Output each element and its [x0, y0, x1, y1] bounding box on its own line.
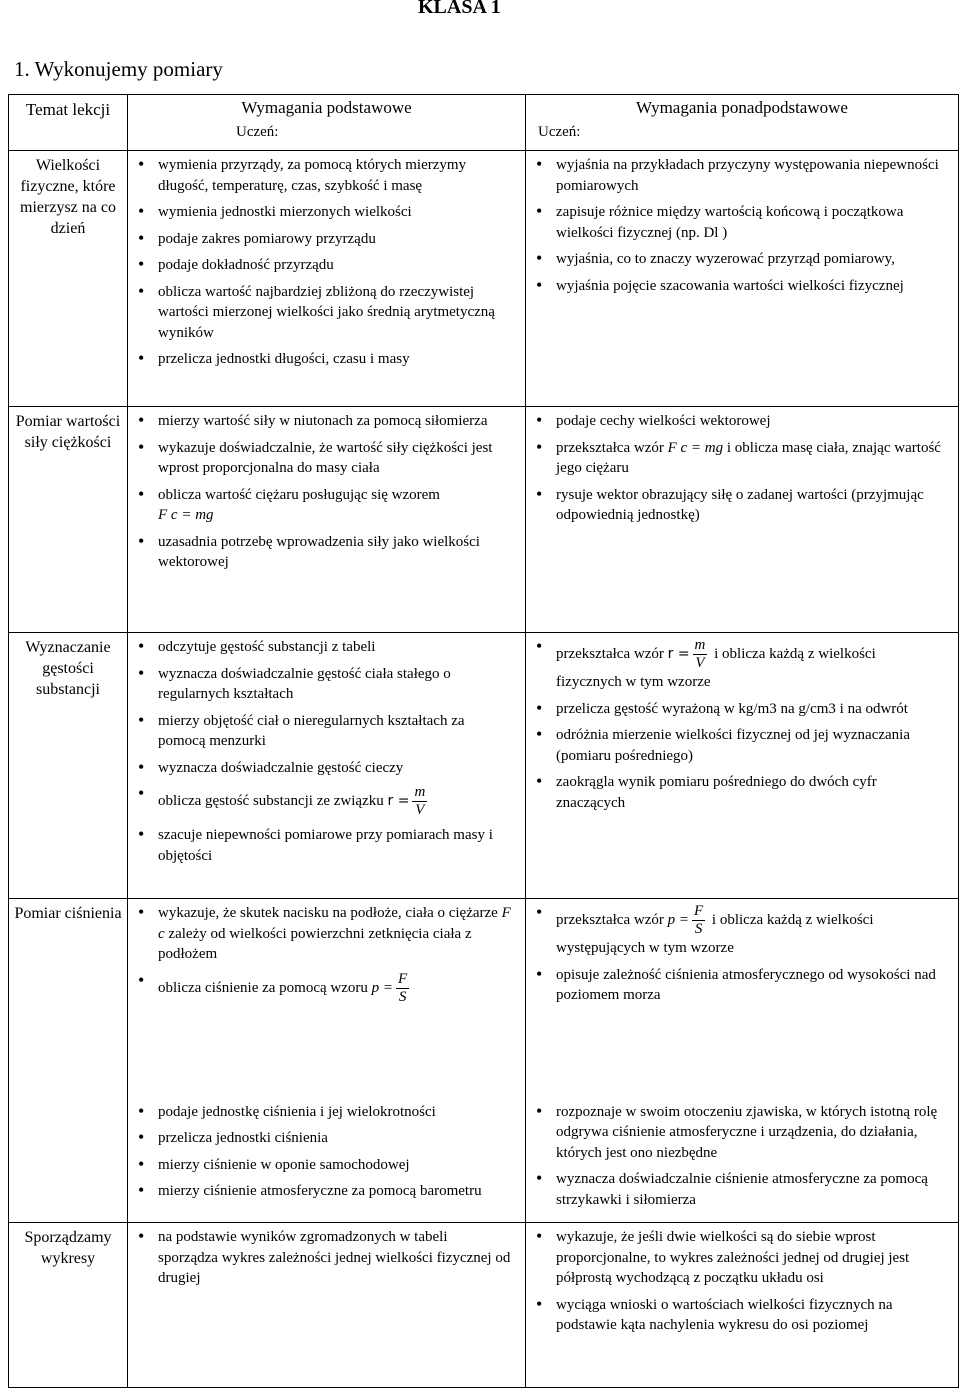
list-item	[532, 903, 944, 959]
formula-fraction	[692, 903, 705, 938]
density-symbol: r =	[667, 645, 690, 662]
pressure-symbol: p =	[371, 979, 394, 996]
list-item: • na podstawie wyników zgromadzonych w tabeli sporządza wykres zależności jednej wielkości fizycznej od drugiej	[134, 1227, 511, 1289]
advanced-cell	[526, 407, 959, 633]
list-item	[134, 971, 511, 1006]
list-item-text: wykazuje, że skutek nacisku na podłoże, ciała o ciężarze	[158, 905, 498, 921]
list-item: • szacuje niepewności pomiarowe przy pomiarach masy i objętości	[134, 825, 511, 866]
topic-cell: Wyznaczanie gęstości substancji	[9, 633, 128, 899]
list-item: • wyciąga wnioski o wartościach wielkości fizycznych na podstawie kąta nachylenia wykresu do osi poziomej	[532, 1295, 944, 1336]
list-item-text: i oblicza masę ciała, znając wartość jego ciężaru	[556, 439, 941, 476]
list-item: • mierzy ciśnienie w oponie samochodowej	[134, 1155, 511, 1176]
list-item: • wykazuje doświadczalnie, że wartość siły ciężkości jest wprost proporcjonalna do masy ciała	[134, 438, 511, 479]
list-item-text: przekształca wzór	[556, 645, 664, 662]
basic-cell	[128, 1054, 526, 1223]
list-item: • mierzy wartość siły w niutonach za pomocą siłomierza	[134, 411, 511, 432]
formula-fraction	[412, 784, 427, 819]
list-item-text: i oblicza każdą z wielkości fizycznych w tym wzorze	[556, 645, 876, 690]
formula-numerator: F	[693, 903, 704, 919]
topic-cell: Pomiar wartości siły ciężkości	[9, 407, 128, 633]
list-item: • wyznacza doświadczalnie gęstość ciała stałego o regularnych kształtach	[134, 664, 511, 705]
col-header-advanced: Wymagania ponadpodstawowe	[526, 95, 959, 123]
list-item: • przelicza jednostki ciśnienia	[134, 1128, 511, 1149]
list-item: • wyjaśnia, co to znaczy wyzerować przyrząd pomiarowy,	[532, 249, 944, 270]
table-row	[9, 633, 959, 899]
list-item-text: zależy od wielkości powierzchni zetknięcia ciała z podłożem	[158, 925, 472, 962]
density-symbol: r =	[387, 792, 410, 809]
list-item: • przelicza jednostki długości, czasu i masy	[134, 349, 511, 370]
col-header-topic: Temat lekcji	[9, 95, 128, 151]
formula-weight: F c	[158, 905, 511, 942]
topic-cell: Wielkości fizyczne, które mierzysz na co dzień	[9, 151, 128, 407]
list-item: • podaje jednostkę ciśnienia i jej wielokrotności	[134, 1102, 511, 1123]
formula-numerator: m	[694, 637, 706, 653]
list-item-text: przekształca wzór	[556, 439, 664, 456]
list-item	[134, 485, 511, 526]
list-item: • uzasadnia potrzebę wprowadzenia siły jako wielkości wektorowej	[134, 532, 511, 573]
col-header-basic: Wymagania podstawowe	[128, 95, 526, 123]
formula-weight: F c = mg	[667, 439, 724, 456]
basic-cell	[128, 1223, 526, 1388]
list-item: • wykazuje, że jeśli dwie wielkości są do siebie wprost proporcjonalne, to wykres zależności jednej od drugiej jest półprostą wychodzącą z początku układu osi	[532, 1227, 944, 1289]
formula-numerator: m	[414, 784, 426, 800]
uczen-label-basic: Uczeń:	[128, 122, 526, 151]
advanced-cell	[526, 1054, 959, 1223]
table-row	[9, 1054, 959, 1223]
list-item: • rysuje wektor obrazujący siłę o zadanej wartości (przyjmując odpowiednią jednostkę)	[532, 485, 944, 526]
section-title: 1. Wykonujemy pomiary	[14, 57, 223, 81]
list-item: • podaje dokładność przyrządu	[134, 255, 511, 276]
list-item: • podaje cechy wielkości wektorowej	[532, 411, 944, 432]
formula-denominator: V	[415, 802, 425, 818]
list-item: • podaje zakres pomiarowy przyrządu	[134, 229, 511, 250]
list-item: • zaokrągla wynik pomiaru pośredniego do dwóch cyfr znaczących	[532, 772, 944, 813]
formula-weight: F c = mg	[158, 507, 214, 523]
list-item: • wyznacza doświadczalnie ciśnienie atmosferyczne za pomocą strzykawki i siłomierza	[532, 1169, 944, 1210]
pressure-symbol: p =	[667, 911, 689, 928]
topic-cell: Pomiar ciśnienia	[9, 899, 128, 1054]
list-item: • wyznacza doświadczalnie gęstość cieczy	[134, 758, 511, 779]
list-item-text: i oblicza każdą z wielkości występujących w tym wzorze	[556, 911, 874, 956]
advanced-cell	[526, 151, 959, 407]
list-item: • odczytuje gęstość substancji z tabeli	[134, 637, 511, 658]
formula-denominator: S	[694, 921, 703, 937]
list-item	[532, 637, 944, 693]
uczen-label-advanced: Uczeń:	[526, 122, 959, 151]
list-item: • wymienia przyrządy, za pomocą których mierzymy długość, temperaturę, czas, szybkość i masę	[134, 155, 511, 196]
table-row	[9, 899, 959, 1054]
table-header-row	[9, 95, 959, 123]
list-item-text: przekształca wzór	[556, 911, 664, 928]
topic-cell	[9, 1054, 128, 1223]
list-item-text: oblicza gęstość substancji ze związku	[158, 792, 384, 809]
formula-fraction	[693, 637, 708, 672]
basic-cell	[128, 633, 526, 899]
basic-cell	[128, 899, 526, 1054]
list-item	[134, 903, 511, 965]
topic-cell: Sporządzamy wykresy	[9, 1223, 128, 1388]
list-item: • rozpoznaje w swoim otoczeniu zjawiska, w których istotną rolę odgrywa ciśnienie atmosferyczne i urządzenia, do działania, których jest ono niezbędne	[532, 1102, 944, 1164]
class-heading: KLASA 1	[418, 0, 501, 18]
formula-denominator: V	[695, 655, 705, 671]
basic-cell	[128, 407, 526, 633]
list-item: • przelicza gęstość wyrażoną w kg/m3 na g/cm3 i na odwrót	[532, 699, 944, 720]
table-row	[9, 1223, 959, 1388]
list-item: • wyjaśnia na przykładach przyczyny występowania niepewności pomiarowych	[532, 155, 944, 196]
formula-denominator: S	[398, 988, 407, 1005]
list-item: • oblicza wartość najbardziej zbliżoną do rzeczywistej wartości mierzonej wielkości jako średnią arytmetyczną wyników	[134, 282, 511, 344]
list-item: • mierzy ciśnienie atmosferyczne za pomocą barometru	[134, 1181, 511, 1202]
formula-fraction	[396, 971, 409, 1006]
advanced-cell	[526, 633, 959, 899]
list-item-text: oblicza wartość ciężaru posługując się wzorem	[158, 486, 440, 503]
requirements-table	[8, 94, 959, 1388]
basic-cell	[128, 151, 526, 407]
list-item: • mierzy objętość ciał o nieregularnych kształtach za pomocą menzurki	[134, 711, 511, 752]
list-item	[134, 784, 511, 819]
list-item: • wyjaśnia pojęcie szacowania wartości wielkości fizycznej	[532, 276, 944, 297]
list-item: • zapisuje różnice między wartością końcową i początkowa wielkości fizycznej (np. Dl )	[532, 202, 944, 243]
list-item: • wymienia jednostki mierzonych wielkości	[134, 202, 511, 223]
list-item	[532, 438, 944, 479]
formula-numerator: F	[398, 970, 408, 987]
table-row	[9, 407, 959, 633]
list-item: • opisuje zależność ciśnienia atmosferycznego od wysokości nad poziomem morza	[532, 965, 944, 1006]
list-item: • odróżnia mierzenie wielkości fizycznej od jej wyznaczania (pomiaru pośredniego)	[532, 725, 944, 766]
table-row	[9, 151, 959, 407]
advanced-cell	[526, 899, 959, 1054]
list-item-text: oblicza ciśnienie za pomocą wzoru	[158, 979, 368, 996]
advanced-cell	[526, 1223, 959, 1388]
